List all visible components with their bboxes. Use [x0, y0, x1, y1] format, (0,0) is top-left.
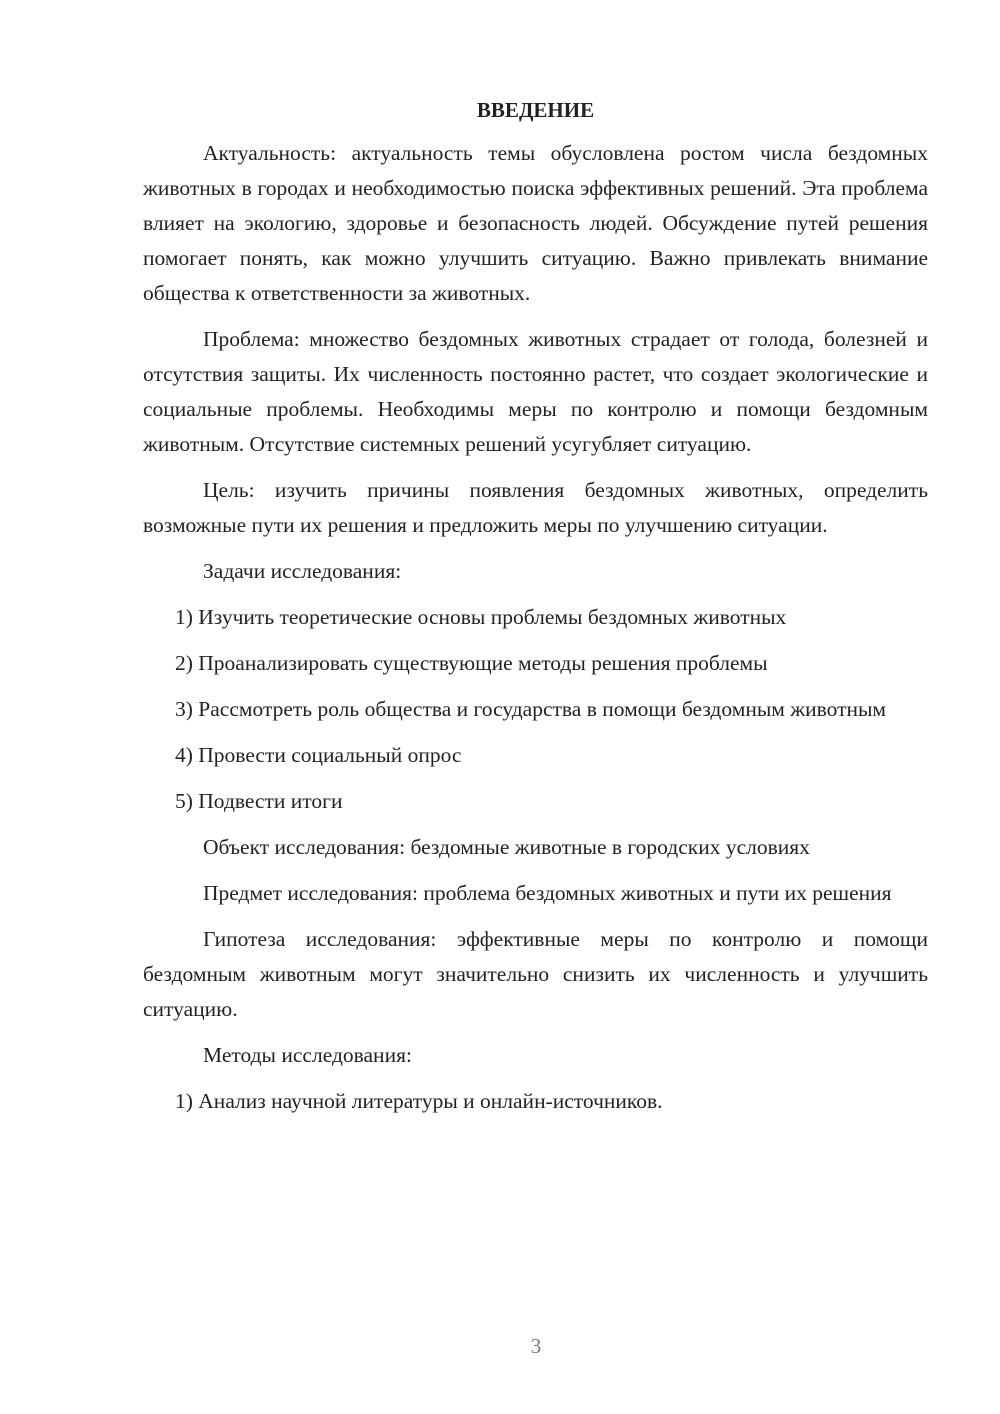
task-item-2: 2) Проанализировать существующие методы решения проблемы — [175, 651, 768, 675]
paragraph-relevance: Актуальность: актуальность темы обусловлена ростом числа бездомных животных в городах и необходимостью поиска эффективных решений. Эта проблема влияет на экологию, здоровье и безопасность людей. Обсуждение путей решения помогает понять, как можно улучшить ситуацию. Важно привлекать внимание общества к ответственности за животных. — [143, 141, 928, 305]
section-title: ВВЕДЕНИЕ — [476, 98, 595, 122]
page-number: 3 — [530, 1334, 542, 1358]
paragraph-hypothesis: Гипотеза исследования: эффективные меры по контролю и помощи бездомным животным могут значительно снизить их численность и улучшить ситуацию. — [143, 927, 928, 1021]
paragraph-goal: Цель: изучить причины появления бездомных животных, определить возможные пути их решения и предложить меры по улучшению ситуации. — [143, 478, 928, 537]
task-item-4: 4) Провести социальный опрос — [175, 743, 462, 767]
tasks-heading: Задачи исследования: — [203, 559, 402, 583]
task-item-1: 1) Изучить теоретические основы проблемы бездомных животных — [175, 605, 787, 629]
method-item-1: 1) Анализ научной литературы и онлайн-источников. — [175, 1089, 663, 1113]
task-item-3: 3) Рассмотреть роль общества и государства в помощи бездомным животным — [175, 697, 887, 721]
document-page — [143, 92, 928, 1130]
task-item-5: 5) Подвести итоги — [175, 789, 343, 813]
methods-heading: Методы исследования: — [203, 1043, 412, 1067]
paragraph-problem: Проблема: множество бездомных животных страдает от голода, болезней и отсутствия защиты. Их численность постоянно растет, что создает экологические и социальные проблемы. Необходимы меры по контролю и помощи бездомным животным. Отсутствие системных решений усугубляет ситуацию. — [143, 327, 928, 456]
paragraph-subject: Предмет исследования: проблема бездомных животных и пути их решения — [203, 881, 892, 905]
paragraph-object: Объект исследования: бездомные животные в городских условиях — [203, 835, 810, 859]
